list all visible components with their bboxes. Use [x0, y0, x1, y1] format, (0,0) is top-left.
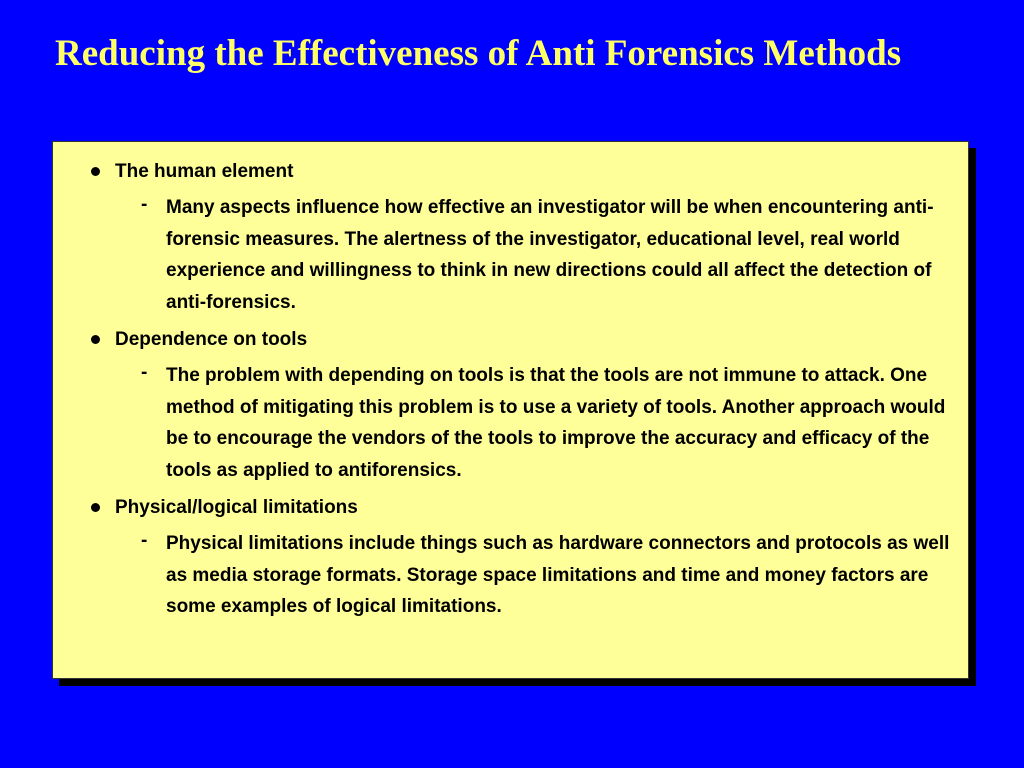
- bullet-item-dependence-on-tools: [53, 325, 968, 486]
- bullet-list: [53, 142, 968, 623]
- bullet-label: Dependence on tools: [115, 329, 308, 350]
- sub-text: The problem with depending on tools is that the tools are not immune to attack. One method of mitigating this problem is to use a variety of tools. Another approach would be to encourage the vendors of the tools to improve the accuracy and efficacy of the tools as applied to antiforensics.: [166, 365, 946, 481]
- sub-item: [53, 528, 968, 623]
- sub-list: [53, 360, 968, 486]
- sub-text: Many aspects influence how effective an investigator will be when encountering anti-forensic measures. The alertness of the investigator, educational level, real world experience and willingness to think in new directions could all affect the detection of anti-forensics.: [166, 197, 934, 313]
- dash-icon: -: [141, 362, 148, 383]
- dash-icon: -: [141, 194, 148, 215]
- sub-item: [53, 192, 968, 318]
- bullet-label: Physical/logical limitations: [115, 497, 358, 518]
- sub-item: [53, 360, 968, 486]
- bullet-label: The human element: [115, 161, 294, 182]
- slide-title: Reducing the Effectiveness of Anti Forensics Methods: [55, 33, 902, 74]
- sub-list: [53, 528, 968, 623]
- bullet-dot-icon: [91, 503, 100, 512]
- sub-list: [53, 192, 968, 318]
- sub-text: Physical limitations include things such as hardware connectors and protocols as well as media storage formats. Storage space limitations and time and money factors are some examples of logical limitations.: [166, 533, 950, 617]
- bullet-dot-icon: [91, 335, 100, 344]
- content-box: [52, 141, 969, 679]
- bullet-item-human-element: [53, 157, 968, 318]
- bullet-dot-icon: [91, 167, 100, 176]
- dash-icon: -: [141, 530, 148, 551]
- bullet-item-physical-logical-limitations: [53, 493, 968, 623]
